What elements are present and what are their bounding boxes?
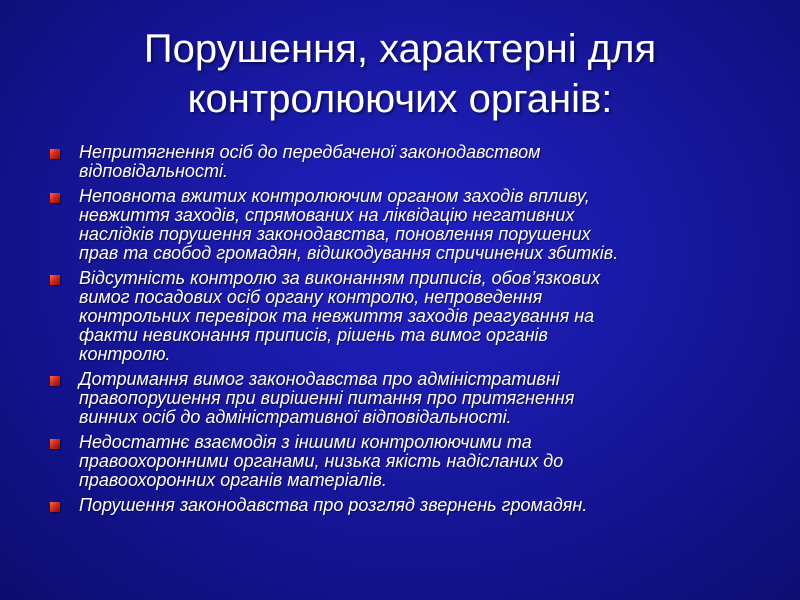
bullet-item [46, 143, 766, 181]
square-bullet-icon [50, 376, 60, 386]
bullet-item [46, 370, 766, 427]
bullet-item [46, 433, 766, 490]
bullet-list [46, 143, 766, 521]
bullet-text: Відсутність контролю за виконанням приписів, обов’язкових вимог посадових осіб органу контролю, непроведення контрольних перевірок та невжиття заходів реагування на факти невиконання приписів, рішень та вимог органів контролю. [79, 268, 601, 364]
square-bullet-icon [50, 193, 60, 203]
square-bullet-icon [50, 502, 60, 512]
bullet-item [46, 187, 766, 263]
bullet-text: Недостатнє взаємодія з іншими контролюючими та правоохоронними органами, низька якість надісланих до правоохоронних органів матеріалів. [79, 432, 564, 490]
bullet-text: Непритягнення осіб до передбаченої законодавством відповідальності. [79, 142, 541, 181]
square-bullet-icon [50, 275, 60, 285]
bullet-text: Порушення законодавства про розгляд звернень громадян. [79, 495, 588, 515]
bullet-text: Дотримання вимог законодавства про адміністративні правопорушення при вирішенні питання про притягнення винних осіб до адміністративної відповідальності. [79, 369, 575, 427]
slide-title: Порушення, характерні для контролюючих органів: [143, 27, 657, 121]
bullet-item [46, 269, 766, 364]
bullet-item [46, 496, 766, 515]
square-bullet-icon [50, 439, 60, 449]
bullet-text: Неповнота вжитих контролюючим органом заходів впливу, невжиття заходів, спрямованих на ліквідацію негативних наслідків порушення законодавства, поновлення порушених прав та свобод громадян, відшкодування спричинених збитків. [79, 186, 619, 263]
square-bullet-icon [50, 149, 60, 159]
